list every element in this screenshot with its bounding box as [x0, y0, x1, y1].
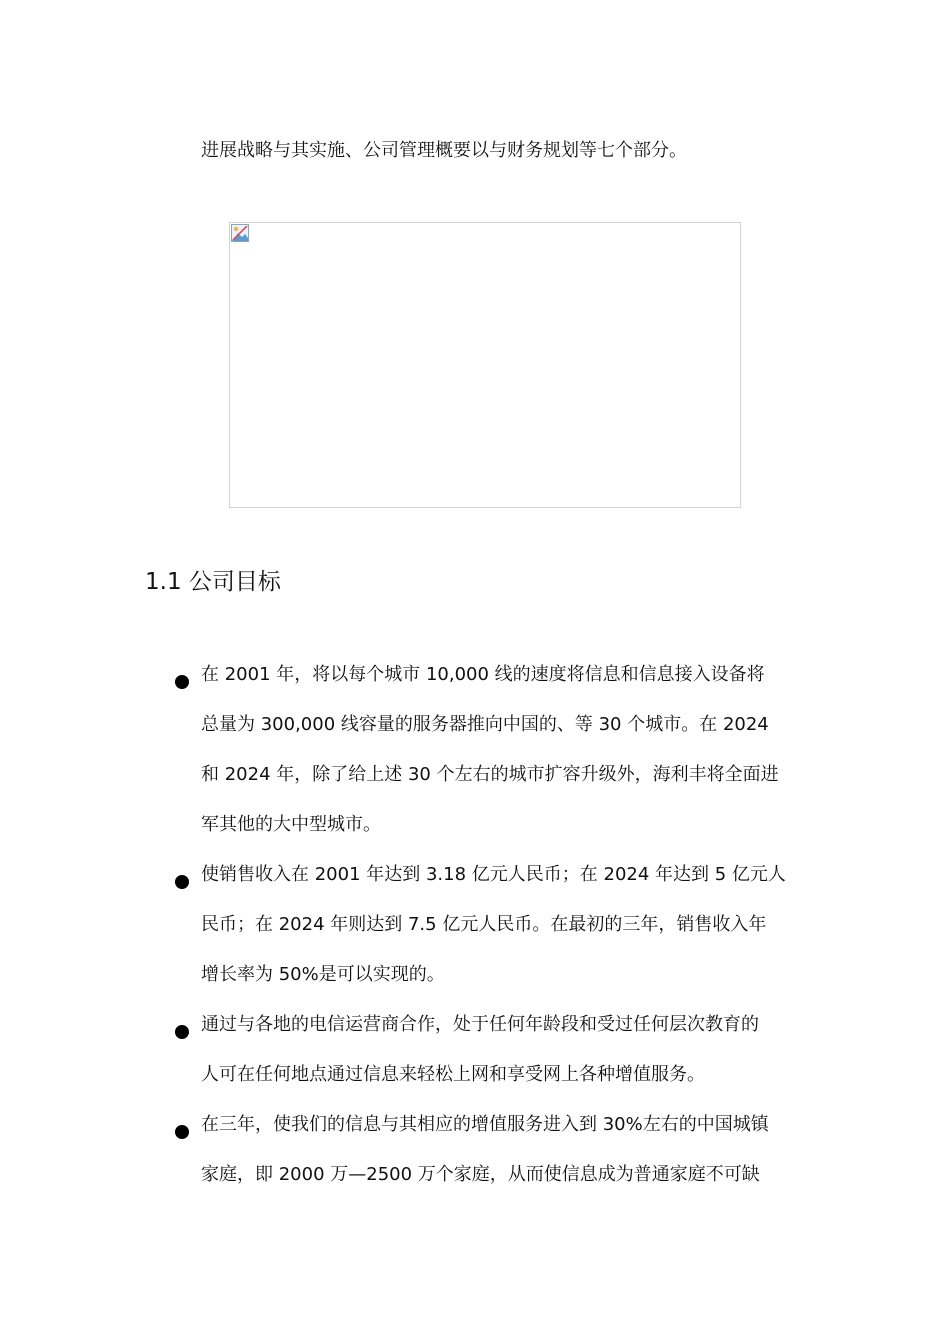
- list-item-line: 使销售收入在 2001 年达到 3.18 亿元人民币；在 2024 年达到 5 亿元人: [201, 864, 786, 885]
- list-item-line: 家庭，即 2000 万—2500 万个家庭，从而使信息成为普通家庭不可缺: [201, 1164, 760, 1185]
- bullet-icon: [175, 675, 189, 689]
- bullet-icon: [175, 1025, 189, 1039]
- list-item-line: 和 2024 年，除了给上述 30 个左右的城市扩容升级外，海利丰将全面进: [201, 764, 779, 785]
- image-placeholder: [229, 222, 741, 508]
- list-item-line: 总量为 300,000 线容量的服务器推向中国的、等 30 个城市。在 2024: [201, 714, 769, 735]
- list-item-line: 军其他的大中型城市。: [201, 814, 381, 835]
- list-item-line: 增长率为 50%是可以实现的。: [201, 964, 445, 985]
- bullet-icon: [175, 1125, 189, 1139]
- section-heading: 1.1 公司目标: [145, 569, 281, 595]
- list-item-line: 通过与各地的电信运营商合作，处于任何年龄段和受过任何层次教育的: [201, 1014, 759, 1035]
- intro-paragraph: 进展战略与其实施、公司管理概要以与财务规划等七个部分。: [201, 140, 687, 161]
- list-item-line: 在 2001 年，将以每个城市 10,000 线的速度将信息和信息接入设备将: [201, 664, 765, 685]
- bullet-icon: [175, 875, 189, 889]
- list-item-line: 民币；在 2024 年则达到 7.5 亿元人民币。在最初的三年，销售收入年: [201, 914, 767, 935]
- list-item-line: 在三年，使我们的信息与其相应的增值服务进入到 30%左右的中国城镇: [201, 1114, 769, 1135]
- broken-image-icon: [231, 224, 249, 242]
- list-item-line: 人可在任何地点通过信息来轻松上网和享受网上各种增值服务。: [201, 1064, 705, 1085]
